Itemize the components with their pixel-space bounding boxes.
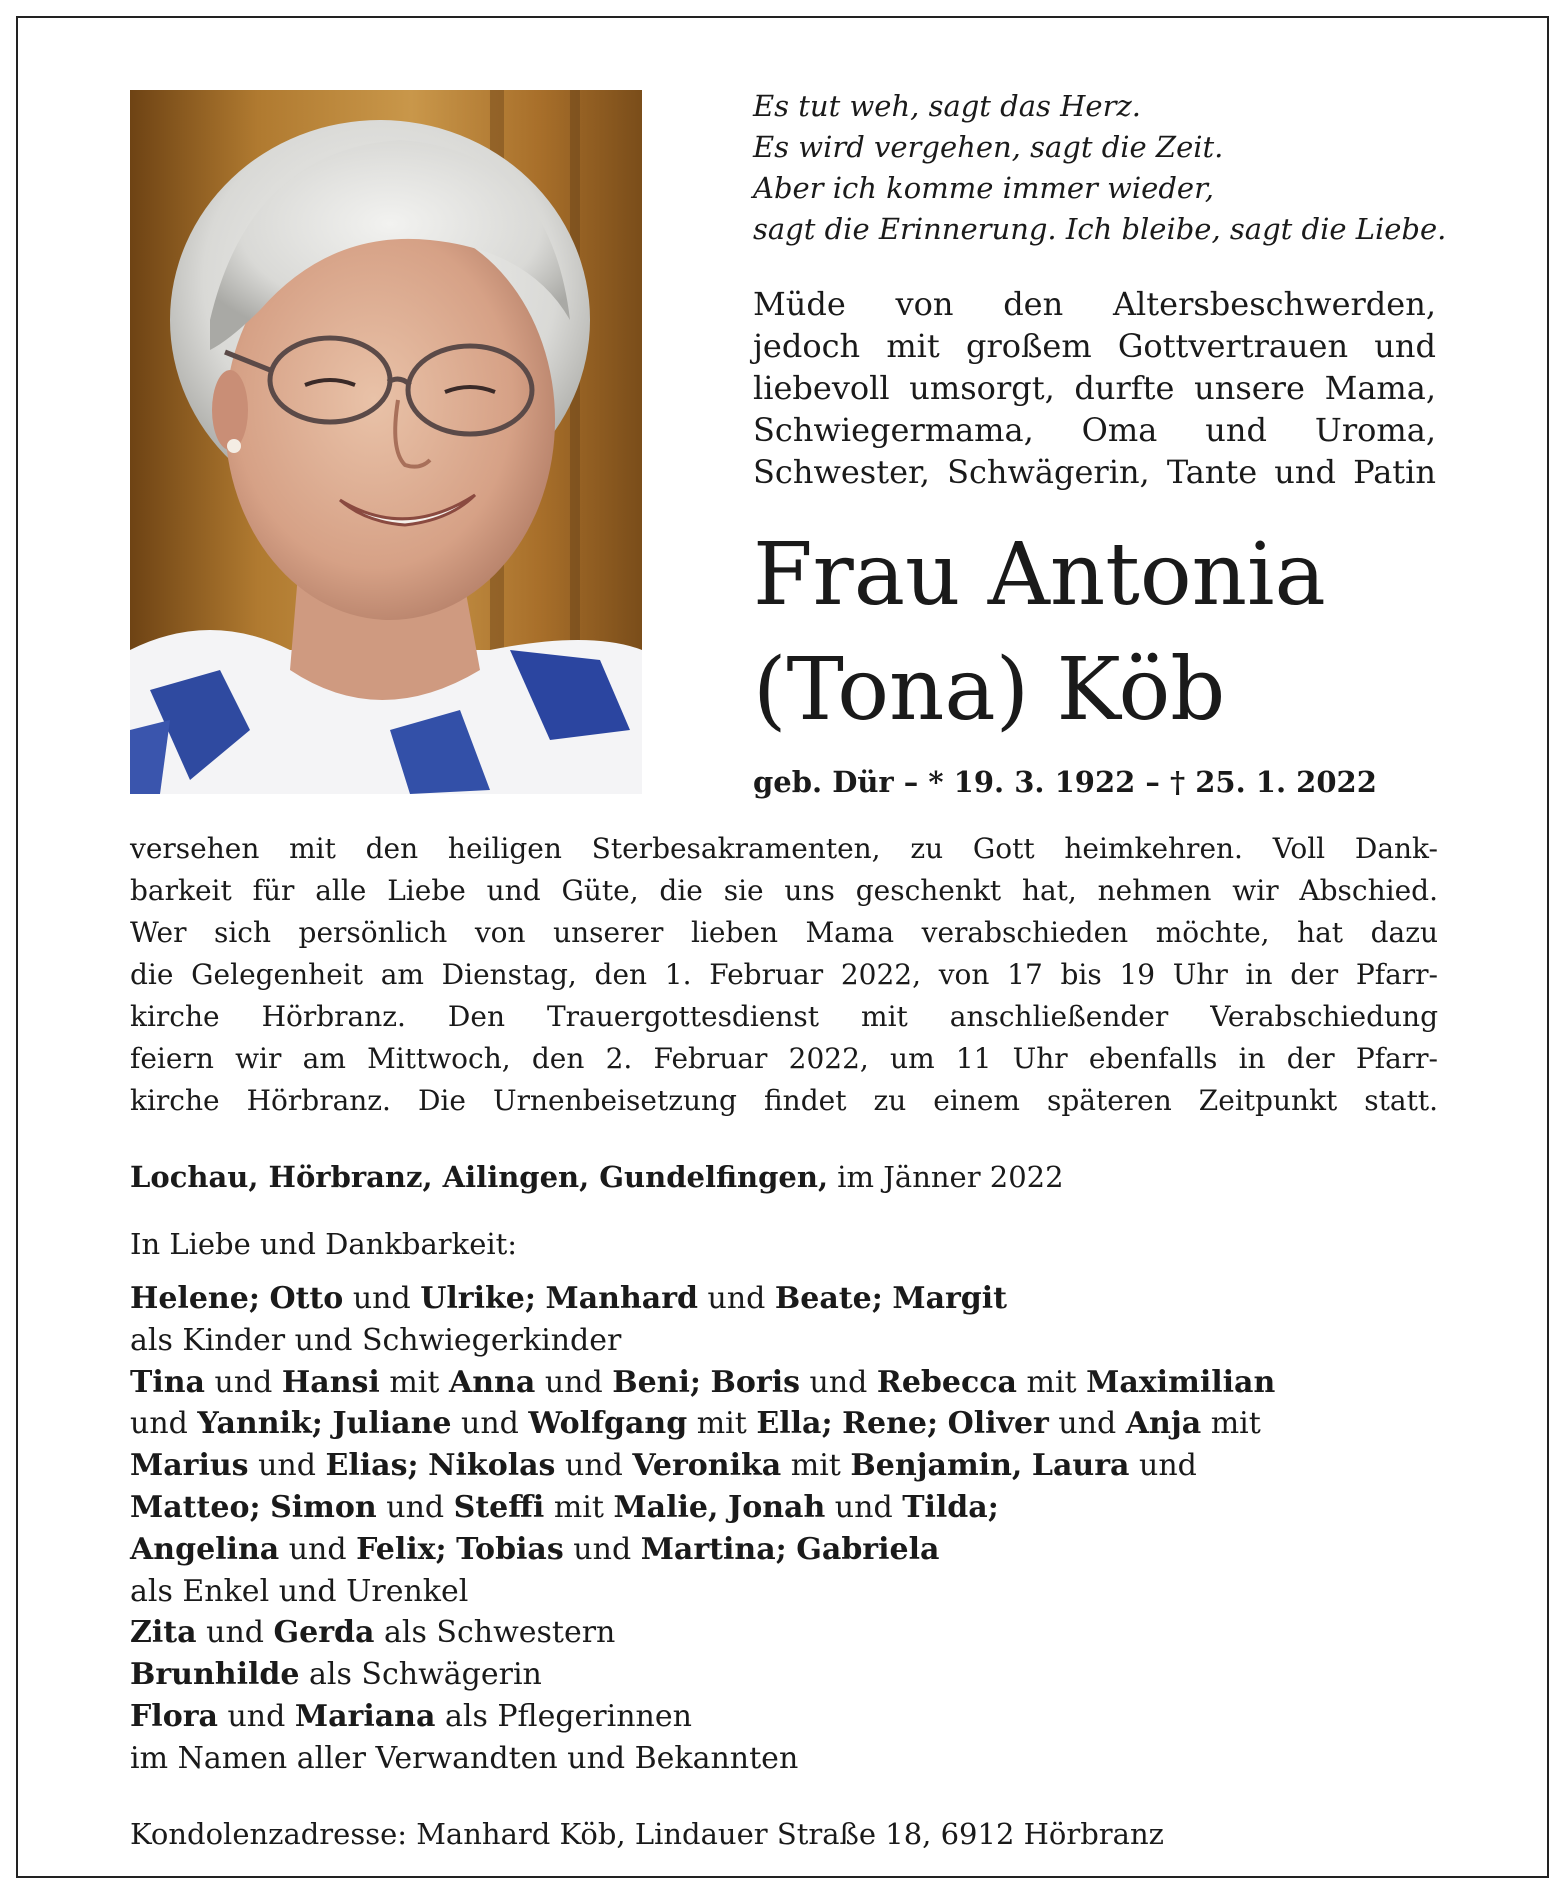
family-name: Tilda;: [902, 1489, 999, 1525]
intro-line: Schwester, Schwägerin, Tante und Patin: [753, 453, 1436, 491]
deceased-name-line1: Frau Antonia: [753, 525, 1326, 625]
place-date-line: [130, 1156, 1064, 1198]
family-line: [130, 1738, 1450, 1780]
intro-line: Schwiegermama, Oma und Uroma,: [753, 411, 1436, 449]
family-text: mit: [1016, 1364, 1087, 1400]
family-name: Tina: [130, 1364, 205, 1400]
family-name: Yannik;: [197, 1406, 323, 1442]
family-text: und: [196, 1615, 274, 1651]
family-name: Benjamin,: [850, 1448, 1023, 1484]
family-text: [701, 1365, 711, 1400]
family-name: Maximilian: [1086, 1364, 1276, 1400]
family-name: Flora: [130, 1698, 218, 1734]
family-text: [447, 1532, 457, 1567]
body-line: die Gelegenheit am Dienstag, den 1. Februar 2022, von 17 bis 19 Uhr in der Pfarr-: [130, 958, 1438, 991]
family-text: und: [697, 1281, 775, 1316]
family-name: Margit: [892, 1281, 1008, 1316]
family-line: [130, 1403, 1450, 1445]
family-text: als Kinder und Schwiegerkinder: [130, 1322, 622, 1358]
family-name: Rebecca: [876, 1364, 1017, 1400]
family-text: als Schwägerin: [299, 1657, 542, 1693]
family-text: im Namen aller Verwandten und Bekannten: [130, 1740, 799, 1776]
family-text: [260, 1281, 270, 1316]
family-text: als Pflegerinnen: [435, 1698, 692, 1734]
family-text: und: [825, 1489, 903, 1525]
family-text: [883, 1281, 893, 1316]
family-text: und: [555, 1448, 633, 1484]
body-line: kirche Hörbranz. Den Trauergottesdienst mit anschließender Verabschiedung: [130, 1000, 1438, 1033]
body-line: feiern wir am Mittwoch, den 2. Februar 2022, um 11 Uhr ebenfalls in der Pfarr-: [130, 1042, 1438, 1075]
poem-line: Es wird vergehen, sagt die Zeit.: [753, 130, 1224, 164]
family-name: Ulrike;: [420, 1281, 536, 1316]
family-text: und: [343, 1281, 421, 1316]
family-name: Hansi: [281, 1364, 380, 1400]
family-text: mit: [781, 1448, 851, 1484]
family-name: Mariana: [294, 1698, 436, 1734]
family-name: Gerda: [273, 1615, 375, 1651]
family-line: [130, 1654, 1450, 1696]
family-text: und: [279, 1531, 357, 1567]
family-line: [130, 1320, 1450, 1362]
family-name: Wolfgang: [528, 1406, 688, 1442]
poem-line: Aber ich komme immer wieder,: [753, 171, 1214, 205]
family-line: [130, 1445, 1450, 1487]
family-line: [130, 1571, 1450, 1613]
body-line: barkeit für alle Liebe und Güte, die sie uns geschenkt hat, nehmen wir Abschied.: [130, 874, 1438, 907]
intro-line: liebevoll umsorgt, durfte unsere Mama,: [753, 369, 1436, 407]
family-text: [1022, 1448, 1032, 1483]
family-name: Anna: [448, 1364, 536, 1400]
body-paragraph: [130, 828, 1438, 1122]
family-name: Beni;: [612, 1364, 701, 1400]
family-text: und: [376, 1489, 454, 1525]
family-name: Simon: [270, 1489, 377, 1525]
family-text: [787, 1532, 797, 1567]
body-line: Wer sich persönlich von unserer lieben Mama verabschieden möchte, hat dazu: [130, 916, 1438, 949]
family-text: und: [451, 1406, 529, 1442]
family-name: Matteo;: [130, 1489, 261, 1525]
family-text: und: [563, 1531, 641, 1567]
family-text: [833, 1406, 843, 1441]
thanks-heading: In Liebe und Dankbarkeit:: [130, 1227, 518, 1261]
family-name: Juliane: [332, 1406, 452, 1442]
family-text: und: [799, 1364, 877, 1400]
family-line: [130, 1487, 1450, 1529]
family-name: Angelina: [130, 1531, 280, 1567]
family-name: Manhard: [545, 1281, 698, 1316]
poem: [753, 86, 1447, 250]
family-name: Veronika: [632, 1448, 782, 1484]
body-line: versehen mit den heiligen Sterbesakramenten, zu Gott heimkehren. Voll Dank-: [130, 832, 1438, 865]
family-text: und: [130, 1406, 198, 1442]
family-name: Boris: [710, 1364, 800, 1400]
family-name: Nikolas: [428, 1448, 556, 1484]
place-date: im Jänner 2022: [828, 1160, 1064, 1194]
family-name: Martina;: [640, 1531, 787, 1567]
family-name: Elias;: [325, 1448, 419, 1484]
family-name: Steffi: [453, 1489, 545, 1525]
family-name: Rene;: [842, 1406, 939, 1442]
family-name: Beate;: [774, 1281, 883, 1316]
family-name: Oliver: [947, 1406, 1049, 1442]
family-line: [130, 1696, 1450, 1738]
family-text: und: [217, 1698, 295, 1734]
family-text: mit: [379, 1364, 449, 1400]
family-list: [130, 1278, 1450, 1780]
family-text: [718, 1490, 728, 1525]
family-text: [323, 1406, 333, 1441]
family-name: Helene;: [130, 1281, 260, 1316]
place-names: Lochau, Hörbranz, Ailingen, Gundelfingen,: [130, 1160, 829, 1194]
family-name: Brunhilde: [130, 1657, 300, 1693]
family-line: [130, 1362, 1450, 1404]
family-text: als Schwestern: [374, 1615, 616, 1651]
family-name: Jonah: [728, 1489, 826, 1525]
poem-line: sagt die Erinnerung. Ich bleibe, sagt die Liebe.: [753, 212, 1447, 246]
portrait-photo: [130, 90, 642, 794]
family-text: [261, 1490, 271, 1525]
family-name: Ella;: [756, 1406, 833, 1442]
poem-line: Es tut weh, sagt das Herz.: [753, 89, 1141, 123]
family-text: als Enkel und Urenkel: [130, 1573, 469, 1609]
family-text: und: [1129, 1448, 1197, 1484]
intro-line: Müde von den Altersbeschwerden,: [753, 285, 1436, 323]
family-line: [130, 1529, 1450, 1571]
family-text: und: [204, 1364, 282, 1400]
family-name: Laura: [1031, 1448, 1130, 1484]
family-text: und: [535, 1364, 613, 1400]
birth-death-dates: geb. Dür – * 19. 3. 1922 – † 25. 1. 2022: [753, 765, 1377, 799]
family-line: [130, 1612, 1450, 1654]
family-name: Gabriela: [796, 1531, 940, 1567]
family-name: Anja: [1125, 1406, 1202, 1442]
family-name: Malie,: [613, 1489, 719, 1525]
family-text: und: [248, 1448, 326, 1484]
family-text: mit: [544, 1489, 614, 1525]
family-text: und: [1048, 1406, 1126, 1442]
deceased-name-line2: (Tona) Köb: [753, 640, 1226, 740]
family-text: [419, 1448, 429, 1483]
family-text: [938, 1406, 948, 1441]
condolence-address: Kondolenzadresse: Manhard Köb, Lindauer Straße 18, 6912 Hörbranz: [130, 1817, 1164, 1851]
intro-paragraph: [753, 283, 1436, 493]
family-name: Otto: [269, 1281, 344, 1316]
family-text: mit: [1201, 1406, 1261, 1442]
intro-line: jedoch mit großem Gottvertrauen und: [753, 327, 1436, 365]
family-name: Felix;: [356, 1531, 447, 1567]
family-text: mit: [687, 1406, 757, 1442]
family-line: [130, 1278, 1450, 1320]
family-name: Tobias: [456, 1531, 564, 1567]
family-name: Marius: [130, 1448, 249, 1484]
body-line: kirche Hörbranz. Die Urnenbeisetzung findet zu einem späteren Zeitpunkt statt.: [130, 1084, 1438, 1117]
family-name: Zita: [130, 1615, 197, 1651]
